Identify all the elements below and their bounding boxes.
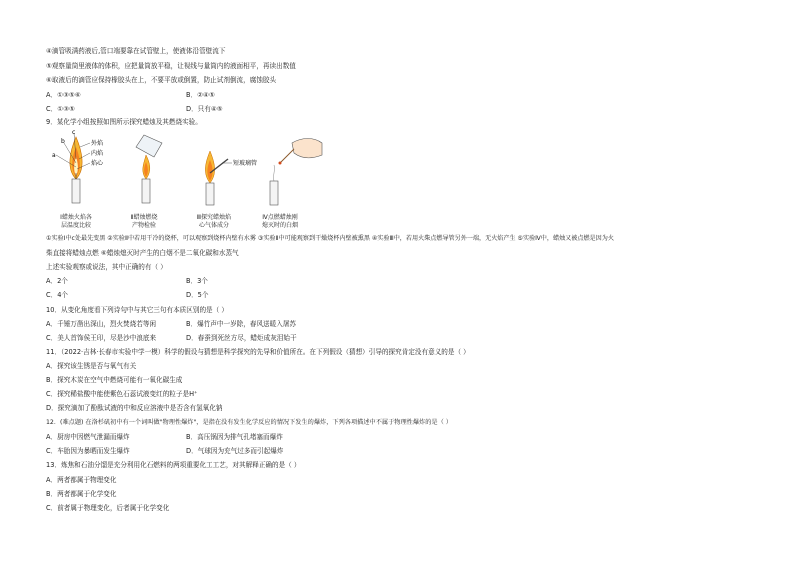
q11-stem: 11．（2022·吉林·长春市实验中学一模）科学的假设与猜想是科学探究的先导和价值所在。在下列假设（猜想）引导的探究肯定没有意义的是（ ） xyxy=(46,348,470,356)
fig2-caption: Ⅱ蜡烛燃烧 产物检验 xyxy=(130,214,158,229)
q9-option-a: A．2个 xyxy=(46,277,68,285)
label-flame-core: 焰心 xyxy=(91,160,104,167)
q9-option-d: D．5个 xyxy=(186,291,209,299)
q10-option-b: B．爆竹声中一岁除，春风送暖入屠苏 xyxy=(186,320,297,328)
label-short-tube: 短玻璃管 xyxy=(233,160,258,167)
fig4-caption: Ⅳ点燃蜡烛刚 熄灭时的白烟 xyxy=(261,214,298,229)
q10-stem: 10．从变化角度看下列诗句中与其它三句有本质区别的是（ ） xyxy=(46,306,228,314)
q8-statement-6: ⑥取液后的滴管应保持橡胶头在上，不要平放或倒置，防止试剂倒流，腐蚀胶头 xyxy=(46,76,277,84)
fig-flame-layers xyxy=(46,129,116,213)
q10-option-c: C．美人首饰侯王印，尽是沙中浪底来 xyxy=(46,334,157,342)
q9-description-1: ①实验Ⅰ中c处最先变黑 ②实验Ⅱ中若用干冷的烧杯，可以观察到烧杯内壁有水雾 ③实验Ⅱ中可能观察到干燥烧杯内壁被熏黑 ④实验Ⅲ中，若用火柴点燃导管另外一端，无火焰产生 ⑤实验Ⅳ中，蜡烛又被点燃是因为火 xyxy=(46,235,614,242)
q9-description-2: 柴直接将蜡烛点燃 ⑥蜡烛熄灭时产生的白烟不是二氧化碳和水蒸气 xyxy=(46,249,239,257)
fig-product-test xyxy=(124,129,174,213)
fig1-caption: Ⅰ蜡烛火焰各 层温度比较 xyxy=(60,214,92,229)
label-outer-flame: 外焰 xyxy=(91,140,104,147)
beaker-candle-diagram xyxy=(124,129,174,213)
q11-option-d: D．探究滴加了酚酞试液的中和反应溶液中是否含有氢氧化钠 xyxy=(46,404,223,412)
label-a: a xyxy=(52,152,56,159)
q9-question: 上述实验观察或说法，其中正确的有（ ） xyxy=(46,263,167,271)
flame-layers-diagram xyxy=(46,129,116,213)
q12-option-b: B．高压锅因为排气孔堵塞而爆炸 xyxy=(186,433,283,441)
q13-option-c: C．前者属于物理变化，后者属于化学变化 xyxy=(46,504,170,512)
q13-stem: 13．炼焦和石油分馏是充分利用化石燃料的两项重要化工工艺，对其解释正确的是（ ） xyxy=(46,461,301,469)
q9-stem: 9．某化学小组按照如图所示探究蜡烛及其燃烧实验。 xyxy=(46,118,202,126)
q9-option-b: B．3个 xyxy=(186,277,208,285)
q12-option-d: D．气球因为充气过多而引起爆炸 xyxy=(186,447,284,455)
fig-core-gas xyxy=(188,129,262,213)
q12-stem: 12．(难点题) 在洛杉矶初中有一个词叫做"物理性爆炸"，是指在没有发生化学反应的情况下发生的爆炸，下列各项描述中不属于物理性爆炸的是（ ） xyxy=(46,419,452,426)
label-b: b xyxy=(61,138,65,145)
q12-option-c: C．车胎因为暴晒而发生爆炸 xyxy=(46,447,130,455)
q9-option-c: C．4个 xyxy=(46,291,68,299)
q10-option-a: A．千锤万凿出深山，烈火焚烧若等闲 xyxy=(46,320,157,328)
q8-statement-5: ⑤观察量筒里液体的体积，应把量筒放平稳，让视线与量筒内的液面相平，再读出数值 xyxy=(46,62,296,70)
q8-option-d: D．只有④⑤ xyxy=(186,105,223,113)
q13-option-b: B．两者都属于化学变化 xyxy=(46,490,117,498)
q10-option-d: D．春蚕到死丝方尽，蜡炬成灰泪始干 xyxy=(186,334,297,342)
q11-option-a: A．探究该生锈是否与氧气有关 xyxy=(46,362,137,370)
hand-match-diagram xyxy=(262,129,324,213)
q11-option-b: B．探究木炭在空气中燃烧可能有一氧化碳生成 xyxy=(46,376,183,384)
q8-statement-4: ④滴管吸满药液后,管口端要靠在试管壁上，使液体沿管壁流下 xyxy=(46,47,226,55)
fig-white-smoke xyxy=(262,129,324,213)
q12-option-a: A．厨房中因燃气泄漏而爆炸 xyxy=(46,433,130,441)
q8-option-c: C．①③⑤ xyxy=(46,105,75,113)
q8-option-b: B．②④⑤ xyxy=(186,91,215,99)
fig3-caption: Ⅲ探究蜡烛焰 心气体成分 xyxy=(196,214,232,229)
glass-tube-diagram xyxy=(188,129,262,213)
q8-option-a: A．①③⑤⑥ xyxy=(46,91,81,99)
q11-option-c: C．探究稀盐酸中能使紫色石蕊试液变红的粒子是H⁺ xyxy=(46,390,198,398)
q13-option-a: A．两者都属于物理变化 xyxy=(46,476,117,484)
label-inner-flame: 内焰 xyxy=(91,150,104,157)
label-c: c xyxy=(72,129,76,136)
